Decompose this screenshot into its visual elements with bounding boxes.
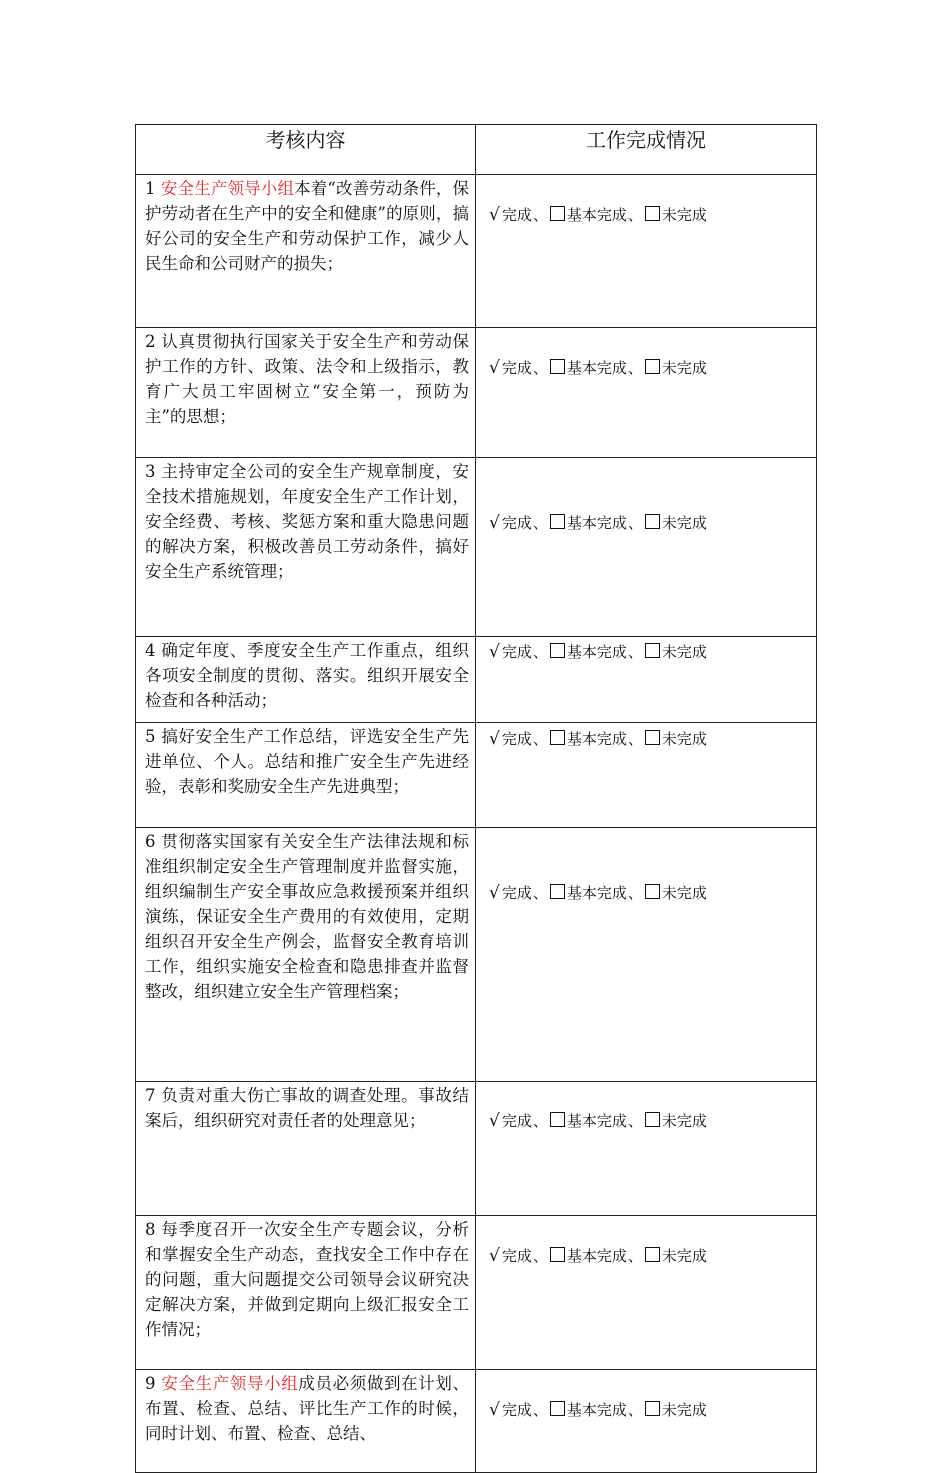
completion-status-cell xyxy=(476,1082,817,1216)
item-text: 成员必须做到在计划、布置、检查、总结、评比生产工作的时候，同时计划、布置、检查、总结、 xyxy=(145,1374,469,1443)
option-label-done: 完成 xyxy=(501,1112,532,1130)
checkbox-none-icon[interactable] xyxy=(645,730,660,745)
checkmark-icon[interactable]: √ xyxy=(489,1399,500,1420)
option-label-none: 未完成 xyxy=(661,359,707,377)
item-text: 2 认真贯彻执行国家关于安全生产和劳动保护工作的方针、政策、法令和上级指示，教育广大员工牢固树立“安全第一，预防为主”的思想； xyxy=(145,332,469,426)
completion-status-cell xyxy=(476,175,817,328)
item-text: 7 负责对重大伤亡事故的调查处理。事故结案后，组织研究对责任者的处理意见； xyxy=(145,1086,469,1130)
assessment-content-cell xyxy=(136,723,476,828)
separator: 、 xyxy=(532,884,548,902)
completion-status-cell xyxy=(476,828,817,1082)
checkmark-icon[interactable]: √ xyxy=(489,882,500,903)
completion-status-cell xyxy=(476,1216,817,1370)
option-label-basic: 基本完成 xyxy=(566,884,627,902)
separator: 、 xyxy=(627,884,643,902)
status-options xyxy=(489,357,816,378)
option-label-none: 未完成 xyxy=(661,514,707,532)
separator: 、 xyxy=(627,1247,643,1265)
option-label-basic: 基本完成 xyxy=(566,359,627,377)
option-label-basic: 基本完成 xyxy=(566,643,627,661)
checkbox-none-icon[interactable] xyxy=(645,514,660,529)
separator: 、 xyxy=(532,1112,548,1130)
option-label-basic: 基本完成 xyxy=(566,514,627,532)
completion-status-cell xyxy=(476,458,817,637)
checkbox-none-icon[interactable] xyxy=(645,884,660,899)
separator: 、 xyxy=(532,730,548,748)
checkmark-icon[interactable]: √ xyxy=(489,204,500,225)
checkbox-basic-icon[interactable] xyxy=(550,643,565,658)
option-label-basic: 基本完成 xyxy=(566,206,627,224)
completion-status-cell xyxy=(476,723,817,828)
option-label-basic: 基本完成 xyxy=(566,1401,627,1419)
checkmark-icon[interactable]: √ xyxy=(489,512,500,533)
status-options xyxy=(489,641,816,662)
assessment-content-cell xyxy=(136,458,476,637)
option-label-done: 完成 xyxy=(501,884,532,902)
separator: 、 xyxy=(532,1247,548,1265)
checkmark-icon[interactable]: √ xyxy=(489,728,500,749)
status-options xyxy=(489,1245,816,1266)
option-label-done: 完成 xyxy=(501,730,532,748)
header-row xyxy=(136,125,817,175)
table-row xyxy=(136,828,817,1082)
option-label-done: 完成 xyxy=(501,514,532,532)
option-label-none: 未完成 xyxy=(661,1112,707,1130)
completion-status-cell xyxy=(476,328,817,458)
option-label-done: 完成 xyxy=(501,359,532,377)
item-number: 9 xyxy=(145,1374,162,1393)
assessment-content-cell xyxy=(136,637,476,723)
item-text: 8 每季度召开一次安全生产专题会议，分析和掌握安全生产动态，查找安全工作中存在的问题，重大问题提交公司领导会议研究决定解决方案，并做到定期向上级汇报安全工作情况； xyxy=(145,1220,469,1339)
checkbox-basic-icon[interactable] xyxy=(550,730,565,745)
assessment-table xyxy=(135,124,817,1473)
checkbox-basic-icon[interactable] xyxy=(550,1401,565,1416)
option-label-none: 未完成 xyxy=(661,643,707,661)
item-text: 本着“改善劳动条件，保护劳动者在生产中的安全和健康”的原则，搞好公司的安全生产和劳动保护工作，减少人民生命和公司财产的损失； xyxy=(145,179,470,273)
option-label-none: 未完成 xyxy=(661,206,707,224)
checkbox-none-icon[interactable] xyxy=(645,359,660,374)
separator: 、 xyxy=(627,359,643,377)
item-number: 1 xyxy=(145,179,161,198)
checkmark-icon[interactable]: √ xyxy=(489,357,500,378)
option-label-basic: 基本完成 xyxy=(566,1112,627,1130)
table-row xyxy=(136,723,817,828)
table-row xyxy=(136,637,817,723)
separator: 、 xyxy=(532,206,548,224)
option-label-done: 完成 xyxy=(501,1247,532,1265)
checkbox-none-icon[interactable] xyxy=(645,1401,660,1416)
checkbox-basic-icon[interactable] xyxy=(550,884,565,899)
checkbox-basic-icon[interactable] xyxy=(550,1112,565,1127)
assessment-content-cell xyxy=(136,828,476,1082)
checkbox-none-icon[interactable] xyxy=(645,206,660,221)
status-options xyxy=(489,204,816,225)
option-label-basic: 基本完成 xyxy=(566,1247,627,1265)
separator: 、 xyxy=(627,1401,643,1419)
separator: 、 xyxy=(532,643,548,661)
assessment-content-cell xyxy=(136,175,476,328)
status-options xyxy=(489,882,816,903)
status-options xyxy=(489,512,816,533)
option-label-none: 未完成 xyxy=(661,1401,707,1419)
header-content: 考核内容 xyxy=(136,125,476,175)
header-status: 工作完成情况 xyxy=(476,125,817,175)
checkmark-icon[interactable]: √ xyxy=(489,1245,500,1266)
option-label-none: 未完成 xyxy=(661,884,707,902)
separator: 、 xyxy=(532,514,548,532)
table-row xyxy=(136,1082,817,1216)
checkbox-basic-icon[interactable] xyxy=(550,359,565,374)
separator: 、 xyxy=(627,643,643,661)
checkmark-icon[interactable]: √ xyxy=(489,1110,500,1131)
table-row xyxy=(136,328,817,458)
assessment-content-cell xyxy=(136,1370,476,1473)
checkbox-basic-icon[interactable] xyxy=(550,206,565,221)
table-row xyxy=(136,1216,817,1370)
checkbox-none-icon[interactable] xyxy=(645,1247,660,1262)
checkbox-basic-icon[interactable] xyxy=(550,1247,565,1262)
status-options xyxy=(489,1110,816,1131)
status-options xyxy=(489,728,816,749)
separator: 、 xyxy=(627,514,643,532)
option-label-basic: 基本完成 xyxy=(566,730,627,748)
item-text: 4 确定年度、季度安全生产工作重点，组织各项安全制度的贯彻、落实。组织开展安全检查和各种活动； xyxy=(145,641,469,710)
table-row xyxy=(136,458,817,637)
status-options xyxy=(489,1399,816,1420)
option-label-none: 未完成 xyxy=(661,1247,707,1265)
checkbox-none-icon[interactable] xyxy=(645,643,660,658)
checkbox-none-icon[interactable] xyxy=(645,1112,660,1127)
completion-status-cell xyxy=(476,637,817,723)
item-text: 3 主持审定全公司的安全生产规章制度，安全技术措施规划，年度安全生产工作计划，安全经费、考核、奖惩方案和重大隐患问题的解决方案，积极改善员工劳动条件，搞好安全生产系统管理； xyxy=(145,462,469,581)
separator: 、 xyxy=(532,1401,548,1419)
option-label-done: 完成 xyxy=(501,1401,532,1419)
checkmark-icon[interactable]: √ xyxy=(489,641,500,662)
highlighted-term: 安全生产领导小组 xyxy=(161,1374,299,1393)
assessment-content-cell xyxy=(136,328,476,458)
item-text: 5 搞好安全生产工作总结，评选安全生产先进单位、个人。总结和推广安全生产先进经验，表彰和奖励安全生产先进典型； xyxy=(145,727,469,796)
option-label-done: 完成 xyxy=(501,206,532,224)
checkbox-basic-icon[interactable] xyxy=(550,514,565,529)
item-text: 6 贯彻落实国家有关安全生产法律法规和标准组织制定安全生产管理制度并监督实施，组织编制生产安全事故应急救援预案并组织演练，保证安全生产费用的有效使用，定期组织召开安全生产例会，监督安全教育培训工作，组织实施安全检查和隐患排查并监督整改，组织建立安全生产管理档案； xyxy=(145,832,469,1001)
separator: 、 xyxy=(627,730,643,748)
separator: 、 xyxy=(627,206,643,224)
separator: 、 xyxy=(532,359,548,377)
table-row xyxy=(136,175,817,328)
table-row xyxy=(136,1370,817,1473)
assessment-content-cell xyxy=(136,1082,476,1216)
assessment-content-cell xyxy=(136,1216,476,1370)
separator: 、 xyxy=(627,1112,643,1130)
option-label-none: 未完成 xyxy=(661,730,707,748)
completion-status-cell xyxy=(476,1370,817,1473)
highlighted-term: 安全生产领导小组 xyxy=(160,179,295,198)
option-label-done: 完成 xyxy=(501,643,532,661)
